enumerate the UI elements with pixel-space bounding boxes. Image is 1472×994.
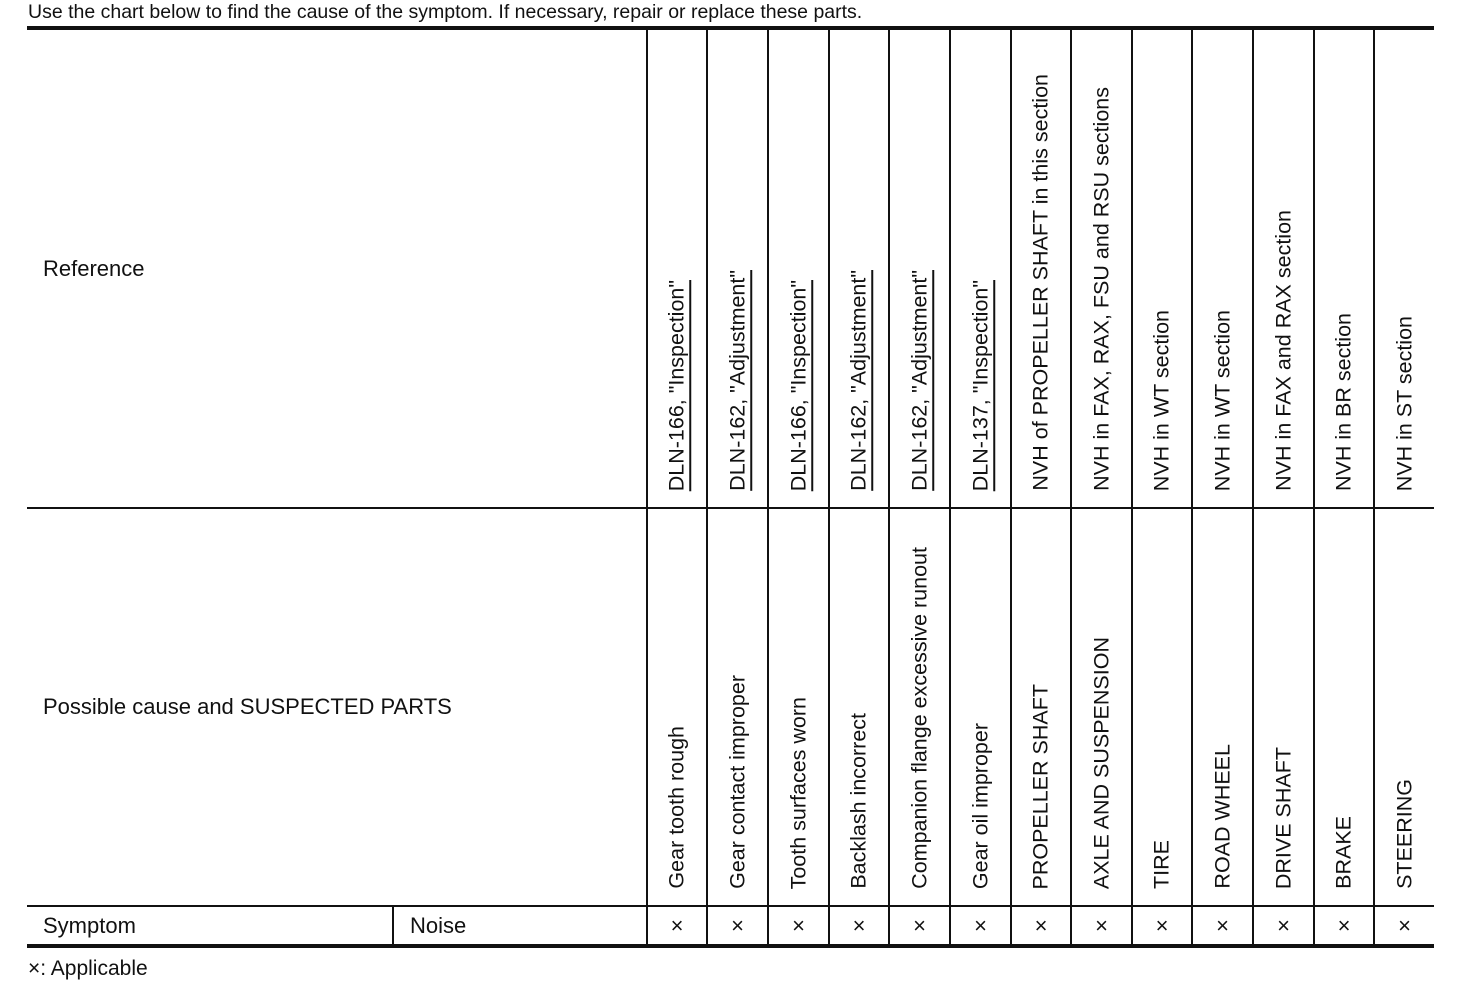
troubleshooting-chart xyxy=(27,26,1434,948)
cause-cell xyxy=(1374,508,1434,906)
cause-text: STEERING xyxy=(1391,779,1416,889)
mark-cell xyxy=(1071,906,1132,946)
reference-cell xyxy=(1314,28,1374,508)
mark-cell xyxy=(889,906,950,946)
reference-cell xyxy=(1374,28,1434,508)
cause-text: PROPELLER SHAFT xyxy=(1028,683,1053,889)
cause-text: Gear contact improper xyxy=(724,675,749,889)
reference-header-cell xyxy=(27,28,647,508)
reference-link[interactable]: DLN-166, "Inspection" xyxy=(785,279,810,491)
cause-cell xyxy=(707,508,768,906)
mark-cell xyxy=(950,906,1011,946)
symptom-label: Symptom xyxy=(43,912,136,938)
reference-link[interactable]: DLN-162, "Adjustment" xyxy=(846,270,871,491)
cause-cell xyxy=(950,508,1011,906)
reference-cell xyxy=(647,28,707,508)
reference-text: NVH in FAX, RAX, FSU and RSU sections xyxy=(1088,87,1113,491)
cause-label: Possible cause and SUSPECTED PARTS xyxy=(43,694,452,719)
cause-cell xyxy=(889,508,950,906)
reference-text: NVH in WT section xyxy=(1149,309,1174,491)
cause-text: ROAD WHEEL xyxy=(1209,744,1234,889)
reference-text: NVH in ST section xyxy=(1391,315,1416,491)
reference-cell xyxy=(1071,28,1132,508)
applicable-mark: × xyxy=(974,912,987,938)
reference-link[interactable]: DLN-162, "Adjustment" xyxy=(724,270,749,491)
applicable-mark: × xyxy=(1155,912,1169,938)
cause-text: Companion flange excessive runout xyxy=(906,547,931,889)
cause-text: Backlash incorrect xyxy=(846,713,871,889)
mark-cell xyxy=(768,906,829,946)
reference-label: Reference xyxy=(43,255,145,281)
cause-text: DRIVE SHAFT xyxy=(1270,746,1295,889)
reference-cell xyxy=(1132,28,1192,508)
symptom-header-cell xyxy=(27,906,393,946)
footnote: ×: Applicable xyxy=(28,957,148,980)
mark-cell xyxy=(1192,906,1253,946)
cause-text: TIRE xyxy=(1149,840,1174,889)
cause-text: Gear oil improper xyxy=(967,722,992,889)
cause-text: Tooth surfaces worn xyxy=(785,696,810,889)
cause-cell xyxy=(647,508,707,906)
applicable-mark: × xyxy=(1095,912,1108,938)
reference-cell xyxy=(707,28,768,508)
applicable-mark: × xyxy=(852,912,866,938)
applicable-mark: × xyxy=(913,912,926,938)
reference-cell xyxy=(1011,28,1071,508)
cause-cell xyxy=(829,508,889,906)
applicable-mark: × xyxy=(1216,912,1229,938)
reference-link[interactable]: DLN-137, "Inspection" xyxy=(967,279,992,491)
cause-cell xyxy=(1071,508,1132,906)
cause-cell xyxy=(768,508,829,906)
reference-cell xyxy=(889,28,950,508)
mark-cell xyxy=(829,906,889,946)
cause-cell xyxy=(1132,508,1192,906)
mark-cell xyxy=(1374,906,1434,946)
reference-cell xyxy=(1192,28,1253,508)
mark-cell xyxy=(1253,906,1314,946)
applicable-mark: × xyxy=(1337,912,1351,938)
mark-cell xyxy=(647,906,707,946)
applicable-mark: × xyxy=(731,912,744,938)
cause-text: AXLE AND SUSPENSION xyxy=(1088,636,1113,889)
reference-link[interactable]: DLN-166, "Inspection" xyxy=(664,279,689,491)
reference-text: NVH in FAX and RAX section xyxy=(1270,210,1295,491)
reference-text: NVH in WT section xyxy=(1209,309,1234,491)
reference-text: NVH of PROPELLER SHAFT in this section xyxy=(1028,74,1053,491)
applicable-mark: × xyxy=(1277,912,1290,938)
reference-cell xyxy=(768,28,829,508)
cause-cell xyxy=(1253,508,1314,906)
cause-cell xyxy=(1314,508,1374,906)
applicable-mark: × xyxy=(1398,912,1411,938)
cause-cell xyxy=(1192,508,1253,906)
applicable-mark: × xyxy=(670,912,684,938)
cause-text: Gear tooth rough xyxy=(664,726,689,889)
applicable-mark: × xyxy=(792,912,805,938)
mark-cell xyxy=(1314,906,1374,946)
reference-cell xyxy=(1253,28,1314,508)
reference-text: NVH in BR section xyxy=(1331,312,1356,491)
cause-text: BRAKE xyxy=(1331,816,1356,889)
reference-cell xyxy=(829,28,889,508)
symptom-value-cell xyxy=(393,906,647,946)
symptom-value: Noise xyxy=(410,912,467,938)
intro-text: Use the chart below to find the cause of the symptom. If necessary, repair or replace these parts. xyxy=(28,1,863,23)
mark-cell xyxy=(1011,906,1071,946)
mark-cell xyxy=(1132,906,1192,946)
reference-link[interactable]: DLN-162, "Adjustment" xyxy=(906,270,931,491)
applicable-mark: × xyxy=(1034,912,1048,938)
cause-cell xyxy=(1011,508,1071,906)
mark-cell xyxy=(707,906,768,946)
cause-header-cell xyxy=(27,508,647,906)
reference-cell xyxy=(950,28,1011,508)
